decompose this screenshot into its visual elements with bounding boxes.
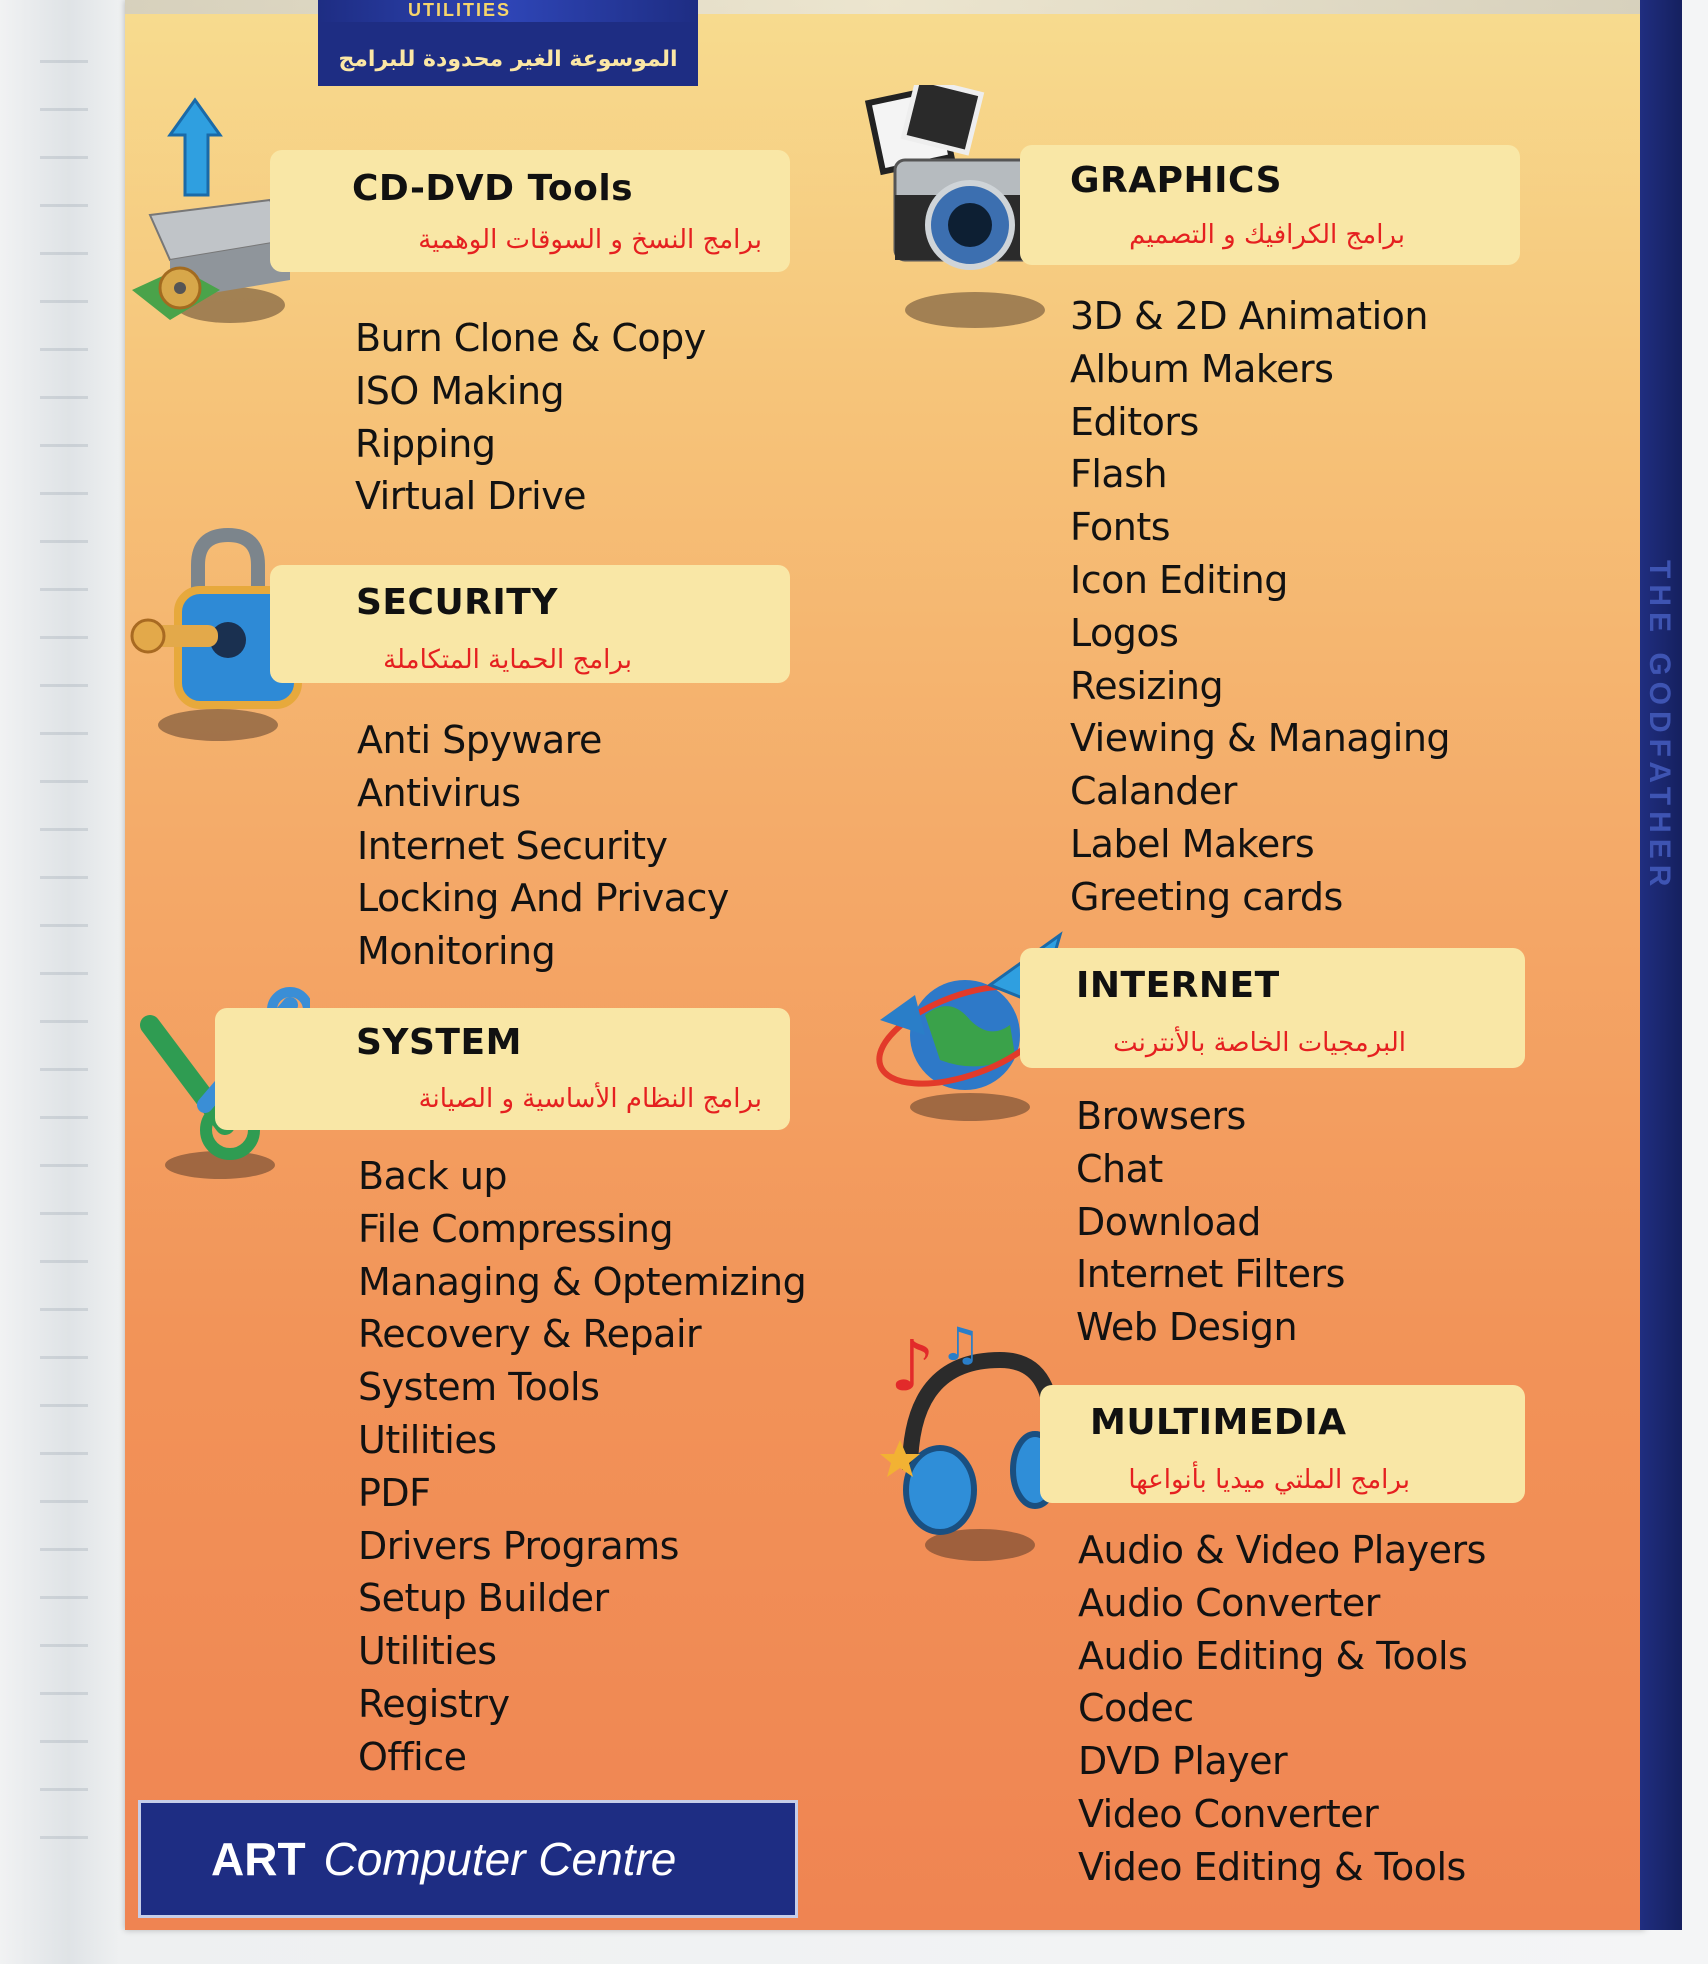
- svg-text:♫: ♫: [940, 1320, 982, 1371]
- list-item: Download: [1076, 1199, 1261, 1244]
- list-item: Locking And Privacy: [357, 876, 729, 921]
- graphics-title: GRAPHICS: [1070, 160, 1283, 201]
- footer-brand: ART: [211, 1833, 306, 1885]
- list-item: File Compressing: [358, 1206, 674, 1251]
- list-item: Fonts: [1070, 505, 1171, 550]
- list-item: Recovery & Repair: [358, 1312, 702, 1357]
- list-item: 3D & 2D Animation: [1070, 294, 1428, 338]
- list-item: ISO Making: [355, 368, 565, 413]
- list-item: Antivirus: [357, 770, 521, 815]
- list-item: Greeting cards: [1070, 874, 1343, 919]
- list-item: Anti Spyware: [357, 718, 602, 762]
- list-item: System Tools: [358, 1365, 600, 1410]
- list-item: Utilities: [358, 1417, 497, 1462]
- list-item: Icon Editing: [1070, 557, 1288, 602]
- list-item: Viewing & Managing: [1070, 716, 1451, 761]
- internet-title: INTERNET: [1076, 965, 1280, 1006]
- list-item: Album Makers: [1070, 346, 1334, 391]
- list-item: Video Converter: [1078, 1791, 1379, 1836]
- plastic-sleeve-edge: [40, 60, 88, 1860]
- list-item: Office: [358, 1734, 467, 1779]
- top-banner: [318, 0, 698, 86]
- internet-arabic: البرمجيات الخاصة بالأنترنت: [1113, 1028, 1406, 1058]
- list-item: Internet Security: [357, 823, 668, 868]
- list-item: Setup Builder: [358, 1576, 609, 1621]
- list-item: Burn Clone & Copy: [355, 316, 706, 360]
- multimedia-title: MULTIMEDIA: [1090, 1402, 1347, 1443]
- multimedia-arabic: برامج الملتي ميديا بأنواعها: [1128, 1465, 1410, 1495]
- cd-dvd-title: CD-DVD Tools: [352, 168, 634, 209]
- banner-arabic-text: الموسوعة الغير محدودة للبرامج: [338, 47, 678, 72]
- list-item: Utilities: [358, 1629, 497, 1674]
- list-item: Virtual Drive: [355, 474, 587, 519]
- banner-logo-text: UTILITIES: [408, 0, 511, 20]
- footer-brand-box: [138, 1800, 798, 1918]
- list-item: Internet Filters: [1076, 1252, 1345, 1297]
- cd-dvd-arabic: برامج النسخ و السوقات الوهمية: [418, 225, 762, 255]
- graphics-arabic: برامج الكرافيك و التصميم: [1129, 220, 1405, 250]
- list-item: Editors: [1070, 399, 1199, 444]
- list-item: Monitoring: [357, 929, 556, 974]
- list-item: PDF: [358, 1470, 431, 1515]
- list-item: Resizing: [1070, 663, 1224, 708]
- spine: [1640, 0, 1682, 1930]
- list-item: Registry: [358, 1681, 510, 1726]
- security-title: SECURITY: [356, 582, 558, 623]
- list-item: Back up: [358, 1154, 508, 1198]
- security-list: [357, 714, 729, 978]
- list-item: Audio & Video Players: [1078, 1528, 1486, 1572]
- security-arabic: برامج الحماية المتكاملة: [383, 645, 632, 675]
- list-item: Codec: [1078, 1686, 1194, 1731]
- list-item: Logos: [1070, 610, 1179, 655]
- list-item: Drivers Programs: [358, 1523, 679, 1568]
- list-item: Flash: [1070, 452, 1168, 497]
- svg-text:♪: ♪: [890, 1325, 935, 1407]
- list-item: Browsers: [1076, 1094, 1246, 1138]
- list-item: Audio Converter: [1078, 1580, 1380, 1625]
- list-item: Ripping: [355, 421, 496, 466]
- list-item: Video Editing & Tools: [1078, 1844, 1466, 1889]
- system-title: SYSTEM: [356, 1022, 522, 1063]
- graphics-list: [1070, 290, 1450, 924]
- system-list: [358, 1150, 806, 1784]
- list-item: Label Makers: [1070, 821, 1315, 866]
- cd-dvd-list: [355, 312, 706, 523]
- list-item: DVD Player: [1078, 1739, 1288, 1784]
- spine-title: THE GODFATHER: [1643, 560, 1676, 893]
- system-arabic: برامج النظام الأساسية و الصيانة: [418, 1084, 762, 1114]
- multimedia-list: [1078, 1524, 1486, 1894]
- list-item: Audio Editing & Tools: [1078, 1633, 1468, 1678]
- footer-tagline: Computer Centre: [323, 1833, 677, 1885]
- list-item: Web Design: [1076, 1305, 1298, 1350]
- list-item: Calander: [1070, 769, 1237, 814]
- list-item: Chat: [1076, 1146, 1163, 1191]
- internet-list: [1076, 1090, 1345, 1354]
- list-item: Managing & Optemizing: [358, 1259, 807, 1304]
